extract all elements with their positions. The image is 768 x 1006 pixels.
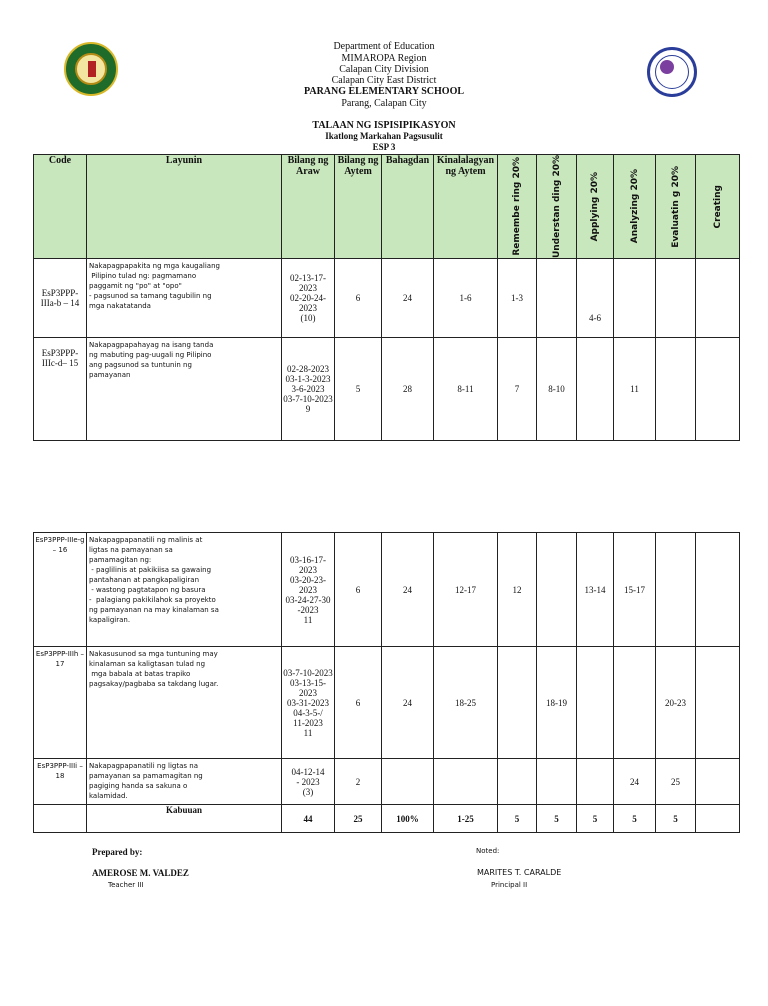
col-analyzing: Analyzing 20%	[629, 169, 640, 244]
row-code: EsP3PPP-IIIi – 18	[34, 759, 87, 805]
row-code: EsP3PPP-IIIc-d– 15	[34, 338, 87, 441]
spec-table-part-1	[33, 154, 740, 441]
table-row	[34, 259, 740, 338]
row-layunin: Nakapagpapahayag na isang tanda ng mabuting pag-uugali ng Pilipino ang pagsunod sa tuntunin ng pamayanan	[87, 338, 282, 441]
row-understanding	[537, 759, 577, 805]
total-label: Kabuuan	[87, 805, 282, 833]
row-aytem: 5	[335, 338, 382, 441]
row-aytem: 2	[335, 759, 382, 805]
total-bahagdan: 100%	[382, 805, 434, 833]
spec-table-part-2	[33, 532, 740, 833]
col-araw: Bilang ng Araw	[282, 155, 335, 259]
row-code: EsP3PPP-IIIe-g – 16	[34, 533, 87, 647]
row-creating	[696, 647, 740, 759]
header-region: MIMAROPA Region	[341, 53, 427, 64]
table-row	[34, 338, 740, 441]
row-evaluating: 20-23	[656, 647, 696, 759]
row-remembering	[498, 647, 537, 759]
row-evaluating	[656, 533, 696, 647]
header-district: Calapan City East District	[331, 75, 437, 86]
doc-subtitle: Ikatlong Markahan Pagsusulit	[325, 131, 443, 141]
header-row	[34, 155, 740, 259]
row-code: EsP3PPP-IIIh – 17	[34, 647, 87, 759]
col-code: Code	[34, 155, 87, 259]
row-araw: 04-12-14 - 2023 (3)	[282, 759, 335, 805]
row-aytem: 6	[335, 533, 382, 647]
header-school: PARANG ELEMENTARY SCHOOL	[303, 86, 465, 97]
prepared-by-name: AMEROSE M. VALDEZ	[92, 868, 189, 878]
header-address: Parang, Calapan City	[341, 98, 427, 109]
row-code: EsP3PPP-IIIa-b – 14	[34, 259, 87, 338]
col-kinalalagyan: Kinalalagyan ng Aytem	[434, 155, 498, 259]
col-creating: Creating	[712, 184, 723, 229]
row-understanding	[537, 259, 577, 338]
total-creating	[696, 805, 740, 833]
row-understanding: 8-10	[537, 338, 577, 441]
row-bahagdan	[382, 759, 434, 805]
col-evaluating: Evaluatin g 20%	[670, 165, 681, 248]
noted-title: Principal II	[491, 881, 528, 889]
row-layunin: Nakapagpapakita ng mga kaugaliang Pilipino tulad ng: pagmamano paggamit ng "po" at "opo" - pagsunod sa tamang tagubilin ng mga nakatatanda	[87, 259, 282, 338]
col-aytem: Bilang ng Aytem	[335, 155, 382, 259]
total-analyzing: 5	[614, 805, 656, 833]
row-kinalalagyan	[434, 759, 498, 805]
row-kinalalagyan: 1-6	[434, 259, 498, 338]
col-remembering: Remembe ring 20%	[512, 157, 522, 256]
noted-name: MARITES T. CARALDE	[477, 868, 562, 877]
row-creating	[696, 759, 740, 805]
total-understanding: 5	[537, 805, 577, 833]
row-aytem: 6	[335, 647, 382, 759]
doc-title: TALAAN NG ISPISIPIKASYON	[312, 120, 456, 131]
row-layunin: Nakapagpapanatili ng ligtas na pamayanan sa pamamagitan ng pagiging handa sa sakuna o kalamidad.	[87, 759, 282, 805]
row-remembering: 12	[498, 533, 537, 647]
row-analyzing	[614, 647, 656, 759]
row-remembering: 1-3	[498, 259, 537, 338]
row-applying: 13-14	[577, 533, 614, 647]
table-row	[34, 759, 740, 805]
total-evaluating: 5	[656, 805, 696, 833]
total-remembering: 5	[498, 805, 537, 833]
total-row	[34, 805, 740, 833]
total-kinalalagyan: 1-25	[434, 805, 498, 833]
row-aytem: 6	[335, 259, 382, 338]
row-remembering: 7	[498, 338, 537, 441]
prepared-by-title: Teacher III	[108, 881, 144, 889]
row-araw: 03-7-10-2023 03-13-15-2023 03-31-2023 04-3-5-/ 11-2023 11	[282, 647, 335, 759]
row-bahagdan: 24	[382, 259, 434, 338]
row-layunin: Nakasusunod sa mga tuntuning may kinalaman sa kaligtasan tulad ng mga babala at batas trapiko pagsakay/pagbaba sa takdang lugar.	[87, 647, 282, 759]
table-row	[34, 647, 740, 759]
row-applying	[577, 647, 614, 759]
row-kinalalagyan: 8-11	[434, 338, 498, 441]
row-bahagdan: 24	[382, 647, 434, 759]
row-creating	[696, 259, 740, 338]
col-understanding: Understan ding 20%	[551, 155, 562, 259]
row-araw: 02-13-17-2023 02-20-24-2023 (10)	[282, 259, 335, 338]
row-understanding	[537, 533, 577, 647]
header-division: Calapan City Division	[339, 64, 429, 75]
row-kinalalagyan: 18-25	[434, 647, 498, 759]
total-araw: 44	[282, 805, 335, 833]
row-analyzing: 11	[614, 338, 656, 441]
row-applying	[577, 759, 614, 805]
row-analyzing	[614, 259, 656, 338]
row-evaluating	[656, 338, 696, 441]
header-dept: Department of Education	[333, 41, 435, 52]
row-analyzing: 24	[614, 759, 656, 805]
row-creating	[696, 533, 740, 647]
prepared-by-label: Prepared by:	[92, 847, 143, 857]
row-remembering	[498, 759, 537, 805]
row-applying: 4-6	[577, 259, 614, 338]
row-understanding: 18-19	[537, 647, 577, 759]
total-applying: 5	[577, 805, 614, 833]
doc-subject: ESP 3	[372, 142, 396, 152]
col-applying: Applying 20%	[590, 171, 600, 242]
row-evaluating	[656, 259, 696, 338]
row-creating	[696, 338, 740, 441]
col-bahagdan: Bahagdan	[382, 155, 434, 259]
row-analyzing: 15-17	[614, 533, 656, 647]
row-layunin: Nakapagpapanatili ng malinis at ligtas na pamayanan sa pamamagitan ng: - paglilinis at pakikiisa sa gawaing pantahanan at pangkapaligiran - wastong pagtatapon ng basura - palagiang pakikilahok sa proyekto ng pamayanan na may kinalaman sa kapaligiran.	[87, 533, 282, 647]
table-row	[34, 533, 740, 647]
col-layunin: Layunin	[87, 155, 282, 259]
row-araw: 03-16-17-2023 03-20-23-2023 03-24-27-30 -2023 11	[282, 533, 335, 647]
row-bahagdan: 24	[382, 533, 434, 647]
row-bahagdan: 28	[382, 338, 434, 441]
row-applying	[577, 338, 614, 441]
noted-label: Noted:	[476, 847, 500, 855]
row-kinalalagyan: 12-17	[434, 533, 498, 647]
row-evaluating: 25	[656, 759, 696, 805]
total-aytem: 25	[335, 805, 382, 833]
row-araw: 02-28-2023 03-1-3-2023 3-6-2023 03-7-10-2023 9	[282, 338, 335, 441]
